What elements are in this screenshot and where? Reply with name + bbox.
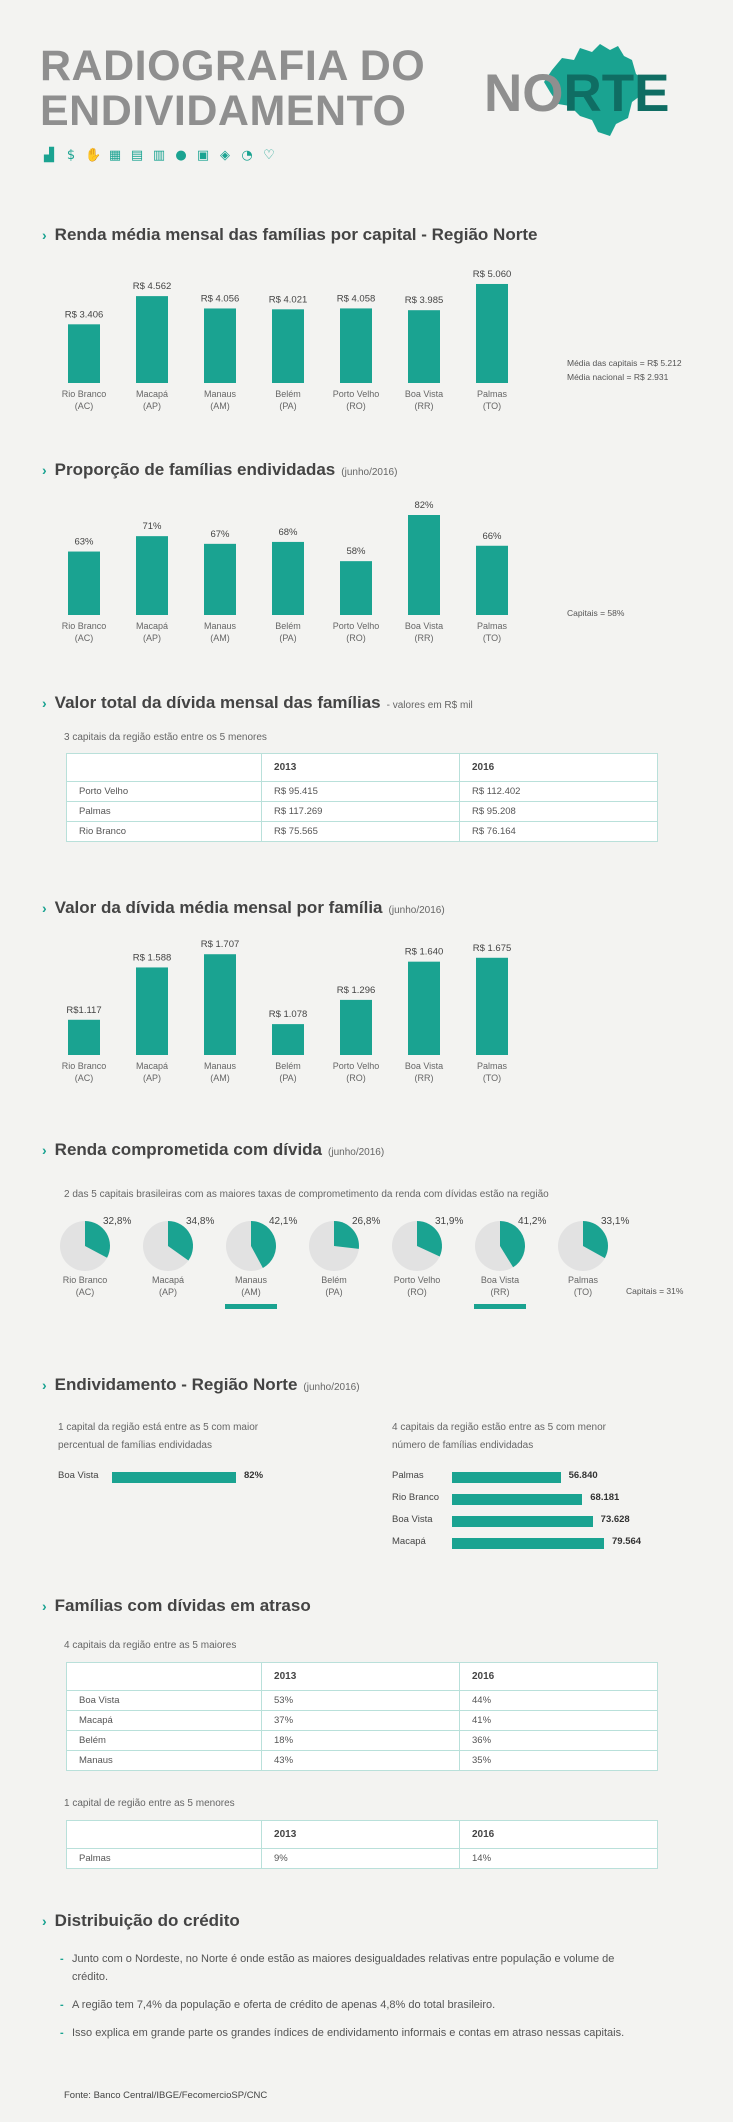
endiv-right-value-0: 56.840 bbox=[568, 1470, 598, 1481]
renda-category-label-5: Boa Vista bbox=[404, 389, 444, 399]
atraso-maiores-header-1: 2013 bbox=[262, 1663, 460, 1691]
atraso-maiores-cell-1-2: 41% bbox=[460, 1711, 658, 1731]
atraso-note-2: 1 capital de região entre as 5 menores bbox=[64, 1798, 235, 1809]
section-title-credito: › Distribuição do crédito bbox=[42, 1911, 240, 1930]
valor-total-header-row bbox=[67, 754, 658, 782]
section-title-proporcao: › Proporção de famílias endividadas (junho/2016) bbox=[42, 460, 398, 479]
divida-bar-4 bbox=[340, 1000, 372, 1055]
table-valor-total bbox=[66, 753, 658, 842]
renda-category-label-6: Palmas bbox=[476, 389, 508, 399]
divida-category-label-5: Boa Vista bbox=[404, 1061, 444, 1071]
endiv-right-note-2: número de famílias endividadas bbox=[392, 1440, 534, 1451]
proporcao-value-label-5: 82% bbox=[414, 500, 434, 511]
atraso-maiores-row-0 bbox=[67, 1691, 658, 1711]
divida-bar-0 bbox=[68, 1020, 100, 1055]
renda-category-sub-3: (PA) bbox=[279, 401, 297, 411]
proporcao-category-label-1: Macapá bbox=[135, 621, 169, 631]
atraso-menores-header-0 bbox=[67, 1821, 262, 1849]
atraso-maiores-row-2 bbox=[67, 1731, 658, 1751]
table-atraso-menores bbox=[66, 1820, 658, 1869]
pie-category-sub-4: (RO) bbox=[407, 1287, 427, 1297]
endiv-right-value-3: 79.564 bbox=[612, 1536, 642, 1547]
endiv-right-note bbox=[392, 1419, 606, 1455]
section-title-comprometida: › Renda comprometida com dívida (junho/2016) bbox=[42, 1140, 385, 1159]
pie-value-label-4: 31,9% bbox=[435, 1216, 464, 1227]
renda-value-label-6: R$ 5.060 bbox=[472, 268, 512, 280]
main-title bbox=[40, 44, 425, 134]
section-title-valor-total: › Valor total da dívida mensal das famílias - valores em R$ mil bbox=[42, 693, 473, 712]
section-title-renda: › Renda média mensal das famílias por capital - Região Norte bbox=[42, 225, 538, 244]
source-note: Fonte: Banco Central/IBGE/FecomercioSP/CNC bbox=[64, 2090, 268, 2101]
endiv-left-note-2: percentual de famílias endividadas bbox=[58, 1440, 212, 1451]
atraso-maiores-header-0 bbox=[67, 1663, 262, 1691]
divida-category-sub-3: (PA) bbox=[279, 1073, 297, 1083]
proporcao-annotation: Capitais = 58% bbox=[567, 608, 625, 618]
divida-bar-5 bbox=[408, 962, 440, 1055]
atraso-maiores-cell-3-2: 35% bbox=[460, 1751, 658, 1771]
valor-total-header-0 bbox=[67, 754, 262, 782]
endiv-left-value-0: 82% bbox=[244, 1470, 264, 1481]
divida-category-label-6: Palmas bbox=[476, 1061, 508, 1071]
valor-total-row-2 bbox=[67, 822, 658, 842]
valor-total-cell-2-1: R$ 75.565 bbox=[262, 822, 460, 842]
atraso-maiores-cell-0-2: 44% bbox=[460, 1691, 658, 1711]
atraso-menores-cell-0-0: Palmas bbox=[67, 1849, 262, 1869]
atraso-maiores-header-row bbox=[67, 1663, 658, 1691]
proporcao-category-sub-6: (TO) bbox=[482, 633, 502, 643]
valor-total-header-1: 2013 bbox=[262, 754, 460, 782]
pie-category-label-6: Palmas bbox=[567, 1275, 599, 1285]
divida-value-label-6: R$ 1.675 bbox=[472, 942, 512, 954]
divida-category-label-3: Belém bbox=[275, 1061, 301, 1071]
pie-category-label-1: Macapá bbox=[151, 1275, 185, 1285]
comprometida-note: 2 das 5 capitais brasileiras com as maiores taxas de comprometimento da renda com dívidas estão na região bbox=[64, 1189, 549, 1200]
valor-total-cell-0-1: R$ 95.415 bbox=[262, 782, 460, 802]
pie-highlight-bar-5 bbox=[474, 1304, 526, 1309]
proporcao-value-label-6: 66% bbox=[482, 530, 502, 542]
valor-total-cell-2-0: Rio Branco bbox=[67, 822, 262, 842]
renda-value-label-1: R$ 4.562 bbox=[132, 281, 172, 293]
proporcao-category-label-6: Palmas bbox=[476, 621, 508, 631]
divida-category-label-0: Rio Branco bbox=[61, 1061, 107, 1071]
atraso-maiores-cell-0-0: Boa Vista bbox=[67, 1691, 262, 1711]
pie-category-label-2: Manaus bbox=[234, 1275, 268, 1285]
title-line-2: ENDIVIDAMENTO bbox=[40, 87, 407, 135]
atraso-maiores-header-2: 2016 bbox=[460, 1663, 658, 1691]
proporcao-category-label-3: Belém bbox=[275, 621, 301, 631]
pie-value-label-6: 33,1% bbox=[601, 1216, 630, 1227]
pie-value-label-3: 26,8% bbox=[352, 1216, 381, 1227]
proporcao-value-label-4: 58% bbox=[346, 546, 366, 558]
divida-category-sub-6: (TO) bbox=[482, 1073, 502, 1083]
credito-bullet-1: - Junto com o Nordeste, no Norte é onde estão as maiores desigualdades relativas entre população e volume de crédito. bbox=[60, 1950, 640, 1986]
renda-category-sub-5: (RR) bbox=[414, 401, 434, 411]
renda-value-label-5: R$ 3.985 bbox=[404, 295, 444, 307]
proporcao-category-sub-2: (AM) bbox=[210, 633, 230, 643]
atraso-menores-cell-0-1: 9% bbox=[262, 1849, 460, 1869]
renda-category-label-4: Porto Velho bbox=[332, 389, 380, 399]
renda-category-label-1: Macapá bbox=[135, 389, 169, 399]
hand-coin-icon: ✋ bbox=[85, 148, 102, 163]
proporcao-bar-0 bbox=[68, 552, 100, 615]
divida-value-label-4: R$ 1.296 bbox=[336, 984, 376, 996]
bar-chart-renda bbox=[60, 258, 540, 418]
region-word-rest: RTE bbox=[563, 64, 670, 123]
endiv-right-bar-2 bbox=[452, 1516, 593, 1527]
atraso-menores-row-0 bbox=[67, 1849, 658, 1869]
pie-value-label-5: 41,2% bbox=[518, 1216, 547, 1227]
atraso-maiores-cell-2-1: 18% bbox=[262, 1731, 460, 1751]
proporcao-category-label-0: Rio Branco bbox=[61, 621, 107, 631]
proporcao-category-sub-1: (AP) bbox=[143, 633, 161, 643]
renda-category-sub-2: (AM) bbox=[210, 401, 230, 411]
endiv-left-note bbox=[58, 1419, 258, 1455]
credito-bullet-3: - Isso explica em grande parte os grandes índices de endividamento informais e contas em atraso nessas capitais. bbox=[60, 2024, 640, 2042]
proporcao-bar-1 bbox=[136, 536, 168, 615]
endiv-right-note-1: 4 capitais da região estão entre as 5 com menor bbox=[392, 1422, 607, 1433]
renda-bar-6 bbox=[476, 284, 508, 383]
section-title-atraso: › Famílias com dívidas em atraso bbox=[42, 1596, 311, 1615]
divida-bar-2 bbox=[204, 954, 236, 1055]
atraso-maiores-cell-3-1: 43% bbox=[262, 1751, 460, 1771]
endiv-right-value-1: 68.181 bbox=[590, 1492, 620, 1503]
renda-value-label-4: R$ 4.058 bbox=[336, 293, 376, 305]
proporcao-bar-4 bbox=[340, 561, 372, 615]
proporcao-category-sub-0: (AC) bbox=[74, 633, 94, 643]
renda-category-sub-4: (RO) bbox=[346, 401, 366, 411]
atraso-menores-cell-0-2: 14% bbox=[460, 1849, 658, 1869]
endiv-left-bar-0 bbox=[112, 1472, 236, 1483]
pie-value-label-2: 42,1% bbox=[269, 1216, 298, 1227]
endiv-right-label-1: Rio Branco bbox=[392, 1492, 439, 1503]
endiv-right-label-2: Boa Vista bbox=[392, 1514, 433, 1525]
valor-total-cell-1-2: R$ 95.208 bbox=[460, 802, 658, 822]
endiv-right-label-3: Macapá bbox=[392, 1536, 426, 1547]
divida-category-sub-0: (AC) bbox=[74, 1073, 94, 1083]
renda-category-label-0: Rio Branco bbox=[61, 389, 107, 399]
piggy-bank-icon: ● bbox=[175, 148, 187, 163]
proporcao-category-sub-4: (RO) bbox=[346, 633, 366, 643]
renda-category-sub-0: (AC) bbox=[74, 401, 94, 411]
pie-value-label-0: 32,8% bbox=[103, 1216, 132, 1227]
pie-category-label-4: Porto Velho bbox=[393, 1275, 441, 1285]
proporcao-bar-5 bbox=[408, 515, 440, 615]
valor-total-row-1 bbox=[67, 802, 658, 822]
proporcao-category-label-2: Manaus bbox=[203, 621, 237, 631]
divida-value-label-2: R$ 1.707 bbox=[200, 939, 240, 951]
proporcao-value-label-2: 67% bbox=[210, 528, 230, 540]
atraso-maiores-cell-1-0: Macapá bbox=[67, 1711, 262, 1731]
endiv-right-bar-1 bbox=[452, 1494, 582, 1505]
divida-bar-3 bbox=[272, 1024, 304, 1055]
pie-category-sub-6: (TO) bbox=[573, 1287, 593, 1297]
pie-category-sub-0: (AC) bbox=[75, 1287, 95, 1297]
atraso-maiores-cell-0-1: 53% bbox=[262, 1691, 460, 1711]
divida-category-sub-1: (AP) bbox=[143, 1073, 161, 1083]
atraso-note-1: 4 capitais da região entre as 5 maiores bbox=[64, 1640, 237, 1651]
title-line-1: RADIOGRAFIA DO bbox=[40, 42, 426, 90]
divida-bar-6 bbox=[476, 958, 508, 1055]
section-title-divida-media: › Valor da dívida média mensal por família (junho/2016) bbox=[42, 898, 445, 917]
credito-bullets bbox=[60, 1950, 640, 2052]
atraso-maiores-cell-2-0: Belém bbox=[67, 1731, 262, 1751]
valor-total-header-2: 2016 bbox=[460, 754, 658, 782]
credito-bullet-2: - A região tem 7,4% da população e oferta de crédito de apenas 4,8% do total brasileiro. bbox=[60, 1996, 640, 2014]
pie-charts-comprometida bbox=[50, 1210, 630, 1330]
proporcao-category-sub-3: (PA) bbox=[279, 633, 297, 643]
proporcao-category-sub-5: (RR) bbox=[414, 633, 434, 643]
valor-total-cell-2-2: R$ 76.164 bbox=[460, 822, 658, 842]
atraso-maiores-cell-2-2: 36% bbox=[460, 1731, 658, 1751]
valor-total-cell-0-2: R$ 112.402 bbox=[460, 782, 658, 802]
atraso-menores-header-row bbox=[67, 1821, 658, 1849]
building-icon: ▦ bbox=[108, 148, 122, 163]
divida-value-label-1: R$ 1.588 bbox=[132, 952, 172, 964]
renda-category-label-2: Manaus bbox=[203, 389, 237, 399]
divida-category-label-4: Porto Velho bbox=[332, 1061, 380, 1071]
divida-category-label-1: Macapá bbox=[135, 1061, 169, 1071]
divida-value-label-5: R$ 1.640 bbox=[404, 946, 444, 958]
bar-chart-divida-media bbox=[60, 930, 540, 1090]
receipt-icon: ▥ bbox=[152, 148, 166, 163]
atraso-maiores-row-1 bbox=[67, 1711, 658, 1731]
proporcao-category-label-4: Porto Velho bbox=[332, 621, 380, 631]
endiv-right-bar-0 bbox=[452, 1472, 561, 1483]
pie-value-label-1: 34,8% bbox=[186, 1216, 215, 1227]
safe-icon: ▣ bbox=[196, 148, 210, 163]
renda-category-sub-1: (AP) bbox=[143, 401, 161, 411]
divida-bar-1 bbox=[136, 967, 168, 1055]
divida-category-sub-4: (RO) bbox=[346, 1073, 366, 1083]
atraso-maiores-cell-1-1: 37% bbox=[262, 1711, 460, 1731]
region-word-first: NO bbox=[484, 64, 564, 123]
divida-value-label-3: R$ 1.078 bbox=[268, 1009, 308, 1021]
heart-icon: ♡ bbox=[263, 148, 275, 163]
endiv-left-note-1: 1 capital da região está entre as 5 com maior bbox=[58, 1422, 259, 1433]
pie-category-sub-2: (AM) bbox=[241, 1287, 261, 1297]
money-bag-icon: $ bbox=[66, 148, 76, 163]
renda-value-label-3: R$ 4.021 bbox=[268, 294, 308, 306]
renda-bar-3 bbox=[272, 309, 304, 383]
document-icon: ▤ bbox=[130, 148, 144, 163]
endiv-right-bar-3 bbox=[452, 1538, 604, 1549]
section-title-endividamento: › Endividamento - Região Norte (junho/2016) bbox=[42, 1375, 360, 1394]
valor-total-cell-0-0: Porto Velho bbox=[67, 782, 262, 802]
renda-annotations bbox=[567, 356, 682, 384]
atraso-menores-header-2: 2016 bbox=[460, 1821, 658, 1849]
valor-total-note: 3 capitais da região estão entre os 5 menores bbox=[64, 732, 267, 743]
table-atraso-maiores bbox=[66, 1662, 658, 1771]
pie-category-sub-5: (RR) bbox=[490, 1287, 510, 1297]
bar-chart-proporcao bbox=[60, 490, 540, 650]
renda-value-label-2: R$ 4.056 bbox=[200, 293, 240, 305]
comprometida-annotation: Capitais = 31% bbox=[626, 1286, 684, 1296]
renda-category-label-3: Belém bbox=[275, 389, 301, 399]
divida-category-sub-5: (RR) bbox=[414, 1073, 434, 1083]
pie-chart-icon: ◔ bbox=[241, 148, 253, 163]
valor-total-row-0 bbox=[67, 782, 658, 802]
proporcao-value-label-1: 71% bbox=[142, 521, 162, 533]
renda-bar-2 bbox=[204, 308, 236, 383]
renda-value-label-0: R$ 3.406 bbox=[64, 309, 104, 321]
valor-total-cell-1-1: R$ 117.269 bbox=[262, 802, 460, 822]
divida-category-label-2: Manaus bbox=[203, 1061, 237, 1071]
endiv-right-value-2: 73.628 bbox=[600, 1514, 630, 1525]
divida-category-sub-2: (AM) bbox=[210, 1073, 230, 1083]
proporcao-value-label-0: 63% bbox=[74, 536, 94, 548]
pie-highlight-bar-2 bbox=[225, 1304, 277, 1309]
pie-category-label-5: Boa Vista bbox=[480, 1275, 520, 1285]
region-word bbox=[484, 64, 670, 124]
atraso-maiores-cell-3-0: Manaus bbox=[67, 1751, 262, 1771]
renda-category-sub-6: (TO) bbox=[482, 401, 502, 411]
proporcao-bar-6 bbox=[476, 546, 508, 615]
chart-icon: ▟ bbox=[44, 148, 54, 163]
proporcao-category-label-5: Boa Vista bbox=[404, 621, 444, 631]
renda-bar-5 bbox=[408, 310, 440, 383]
renda-bar-0 bbox=[68, 324, 100, 383]
pie-category-sub-3: (PA) bbox=[325, 1287, 343, 1297]
divida-value-label-0: R$1.117 bbox=[66, 1004, 102, 1016]
proporcao-bar-2 bbox=[204, 544, 236, 615]
endiv-right-label-0: Palmas bbox=[392, 1470, 424, 1481]
renda-annotation-1: Média das capitais = R$ 5.212 bbox=[567, 358, 682, 368]
renda-bar-4 bbox=[340, 308, 372, 383]
renda-bar-1 bbox=[136, 296, 168, 383]
valor-total-cell-1-0: Palmas bbox=[67, 802, 262, 822]
proporcao-value-label-3: 68% bbox=[278, 526, 298, 538]
shield-icon: ◈ bbox=[220, 148, 230, 163]
pie-category-label-3: Belém bbox=[321, 1275, 347, 1285]
atraso-maiores-row-3 bbox=[67, 1751, 658, 1771]
pie-category-label-0: Rio Branco bbox=[62, 1275, 108, 1285]
icon-row bbox=[41, 148, 277, 164]
pie-category-sub-1: (AP) bbox=[159, 1287, 177, 1297]
proporcao-bar-3 bbox=[272, 542, 304, 615]
renda-annotation-2: Média nacional = R$ 2.931 bbox=[567, 372, 669, 382]
endiv-left-label-0: Boa Vista bbox=[58, 1470, 99, 1481]
atraso-menores-header-1: 2013 bbox=[262, 1821, 460, 1849]
